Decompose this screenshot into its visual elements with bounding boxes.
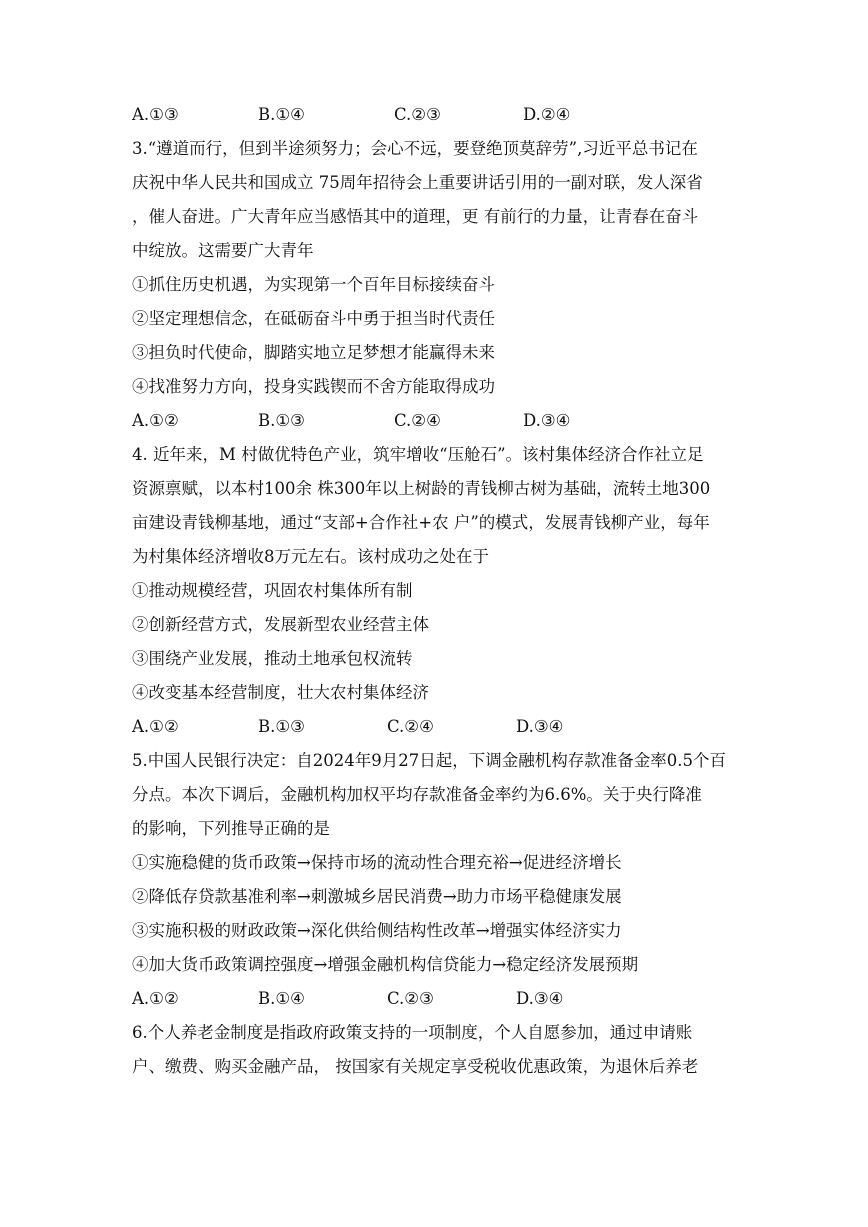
q4-item-2: ②创新经营方式，发展新型农业经营主体 xyxy=(132,615,429,634)
q3-item-3: ③担负时代使命，脚踏实地立足梦想才能赢得未来 xyxy=(132,343,495,362)
q4-stem-line-1: 4. 近年来，M 村做优特色产业，筑牢增收“压舱石”。该村集体经济合作社立足 xyxy=(132,445,704,464)
q4-item-1: ①推动规模经营，巩固农村集体所有制 xyxy=(132,581,413,600)
q3-stem-line-4: 中绽放。这需要广大青年 xyxy=(132,241,314,260)
q4-option-c: C.②④ xyxy=(387,717,434,736)
q3-option-a: A.①② xyxy=(132,411,179,430)
q4-stem-line-3: 亩建设青钱柳基地，通过“支部+合作社+农 户”的模式，发展青钱柳产业，每年 xyxy=(132,513,710,532)
q3-item-1: ①抓住历史机遇，为实现第一个百年目标接续奋斗 xyxy=(132,275,495,294)
q2-option-d: D.②④ xyxy=(523,105,571,124)
q4-item-3: ③围绕产业发展，推动土地承包权流转 xyxy=(132,649,413,668)
q2-option-a: A.①③ xyxy=(132,105,179,124)
q4-option-a: A.①② xyxy=(132,717,179,736)
q4-stem-line-4: 为村集体经济增收8万元左右。该村成功之处在于 xyxy=(132,547,489,566)
q4-item-4: ④改变基本经营制度，壮大农村集体经济 xyxy=(132,683,429,702)
q3-option-c: C.②④ xyxy=(394,411,441,430)
q2-option-b: B.①④ xyxy=(258,105,305,124)
q6-stem-line-2: 户、缴费、购买金融产品， 按国家有关规定享受税收优惠政策，为退休后养老 xyxy=(132,1057,699,1076)
q5-option-b: B.①④ xyxy=(258,989,305,1008)
q5-stem-line-3: 的影响，下列推导正确的是 xyxy=(132,819,330,838)
q3-option-b: B.①③ xyxy=(258,411,305,430)
q5-item-1: ①实施稳健的货币政策→保持市场的流动性合理充裕→促进经济增长 xyxy=(132,853,622,872)
q4-stem-line-2: 资源禀赋，以本村100余 株300年以上树龄的青钱柳古树为基础，流转土地300 xyxy=(132,479,711,498)
q5-option-c: C.②③ xyxy=(387,989,434,1008)
q5-stem-line-1: 5.中国人民银行决定：自2024年9月27日起，下调金融机构存款准备金率0.5个百 xyxy=(132,751,726,770)
q5-item-3: ③实施积极的财政政策→深化供给侧结构性改革→增强实体经济实力 xyxy=(132,921,622,940)
q3-item-4: ④找准努力方向，投身实践锲而不舍方能取得成功 xyxy=(132,377,495,396)
q4-option-d: D.③④ xyxy=(516,717,564,736)
q3-option-d: D.③④ xyxy=(523,411,571,430)
q3-stem-line-3: ，催人奋进。广大青年应当感悟其中的道理，更 有前行的力量，让青春在奋斗 xyxy=(132,207,699,226)
q4-option-b: B.①③ xyxy=(258,717,305,736)
q5-stem-line-2: 分点。本次下调后，金融机构加权平均存款准备金率约为6.6%。关于央行降准 xyxy=(132,785,702,804)
q5-option-d: D.③④ xyxy=(516,989,564,1008)
q5-option-a: A.①② xyxy=(132,989,179,1008)
q2-option-c: C.②③ xyxy=(394,105,441,124)
q3-stem-line-2: 庆祝中华人民共和国成立 75周年招待会上重要讲话引用的一副对联，发人深省 xyxy=(132,173,703,192)
q5-item-2: ②降低存贷款基准利率→刺激城乡居民消费→助力市场平稳健康发展 xyxy=(132,887,622,906)
q3-stem-line-1: 3.“遵道而行，但到半途须努力；会心不远，要登绝顶莫辞劳”,习近平总书记在 xyxy=(132,139,698,158)
q6-stem-line-1: 6.个人养老金制度是指政府政策支持的一项制度，个人自愿参加，通过申请账 xyxy=(132,1023,693,1042)
q5-item-4: ④加大货币政策调控强度→增强金融机构信贷能力→稳定经济发展预期 xyxy=(132,955,639,974)
q3-item-2: ②坚定理想信念，在砥砺奋斗中勇于担当时代责任 xyxy=(132,309,495,328)
